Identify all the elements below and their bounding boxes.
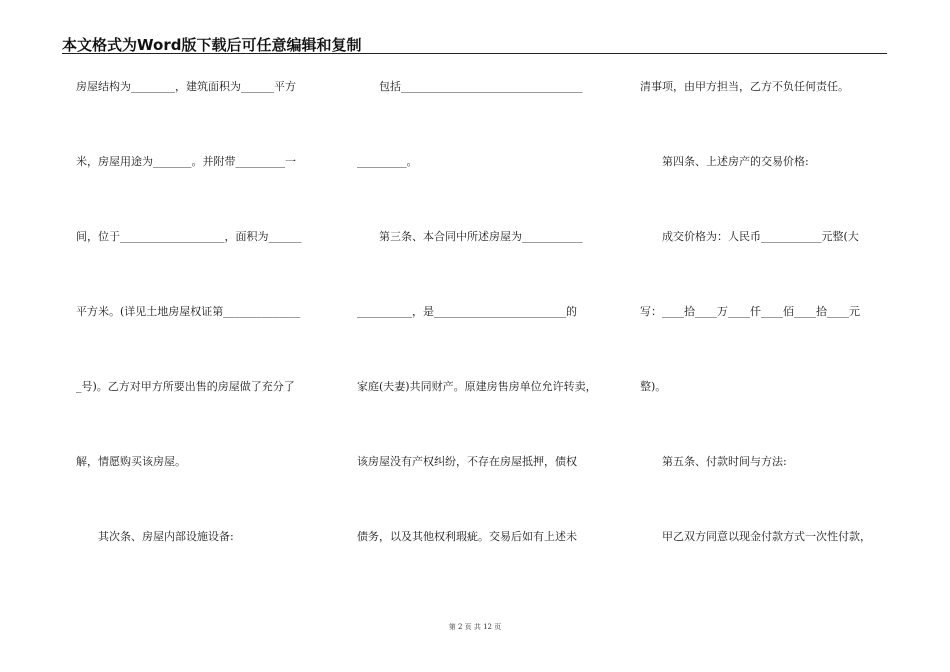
text-line: 成交价格为：人民币___________元整(大 — [640, 230, 859, 243]
text-line: __________，是________________________的 — [357, 305, 577, 318]
text-line: 债务，以及其他权利瑕疵。交易后如有上述未 — [357, 530, 577, 543]
text-line: 整)。 — [640, 380, 667, 393]
text-line: 清事项，由甲方担当，乙方不负任何责任。 — [640, 80, 849, 93]
text-line: _________。 — [357, 155, 418, 168]
text-line: 第四条、上述房产的交易价格: — [640, 155, 809, 168]
text-line: 房屋结构为________，建筑面积为______平方 — [76, 80, 296, 93]
page-number-footer: 第 2 页 共 12 页 — [448, 623, 502, 631]
text-line: _号)。乙方对甲方所要出售的房屋做了充分了 — [76, 380, 295, 393]
text-line: 第三条、本合同中所述房屋为___________ — [357, 230, 583, 243]
text-line: 该房屋没有产权纠纷，不存在房屋抵押，债权 — [357, 455, 577, 468]
header-rule — [62, 53, 887, 54]
text-line: 家庭(夫妻)共同财产。原建房售房单位允许转卖， — [357, 380, 597, 393]
text-line: 甲乙双方同意以现金付款方式一次性付款， — [640, 530, 871, 543]
text-line: 平方米。(详见土地房屋权证第______________ — [76, 305, 301, 318]
text-line: 包括_________________________________ — [357, 80, 583, 93]
text-line: 其次条、房屋内部设施设备: — [76, 530, 234, 543]
text-line: 写：____拾____万____仟____佰____拾____元 — [640, 305, 860, 318]
text-line: 第五条、付款时间与方法: — [640, 455, 787, 468]
text-line: 米，房屋用途为_______。并附带_________一 — [76, 155, 296, 168]
text-line: 解，情愿购买该房屋。 — [76, 455, 186, 468]
text-line: 间，位于___________________，面积为______ — [76, 230, 302, 243]
document-header-title: 本文格式为Word版下载后可任意编辑和复制 — [62, 36, 362, 54]
